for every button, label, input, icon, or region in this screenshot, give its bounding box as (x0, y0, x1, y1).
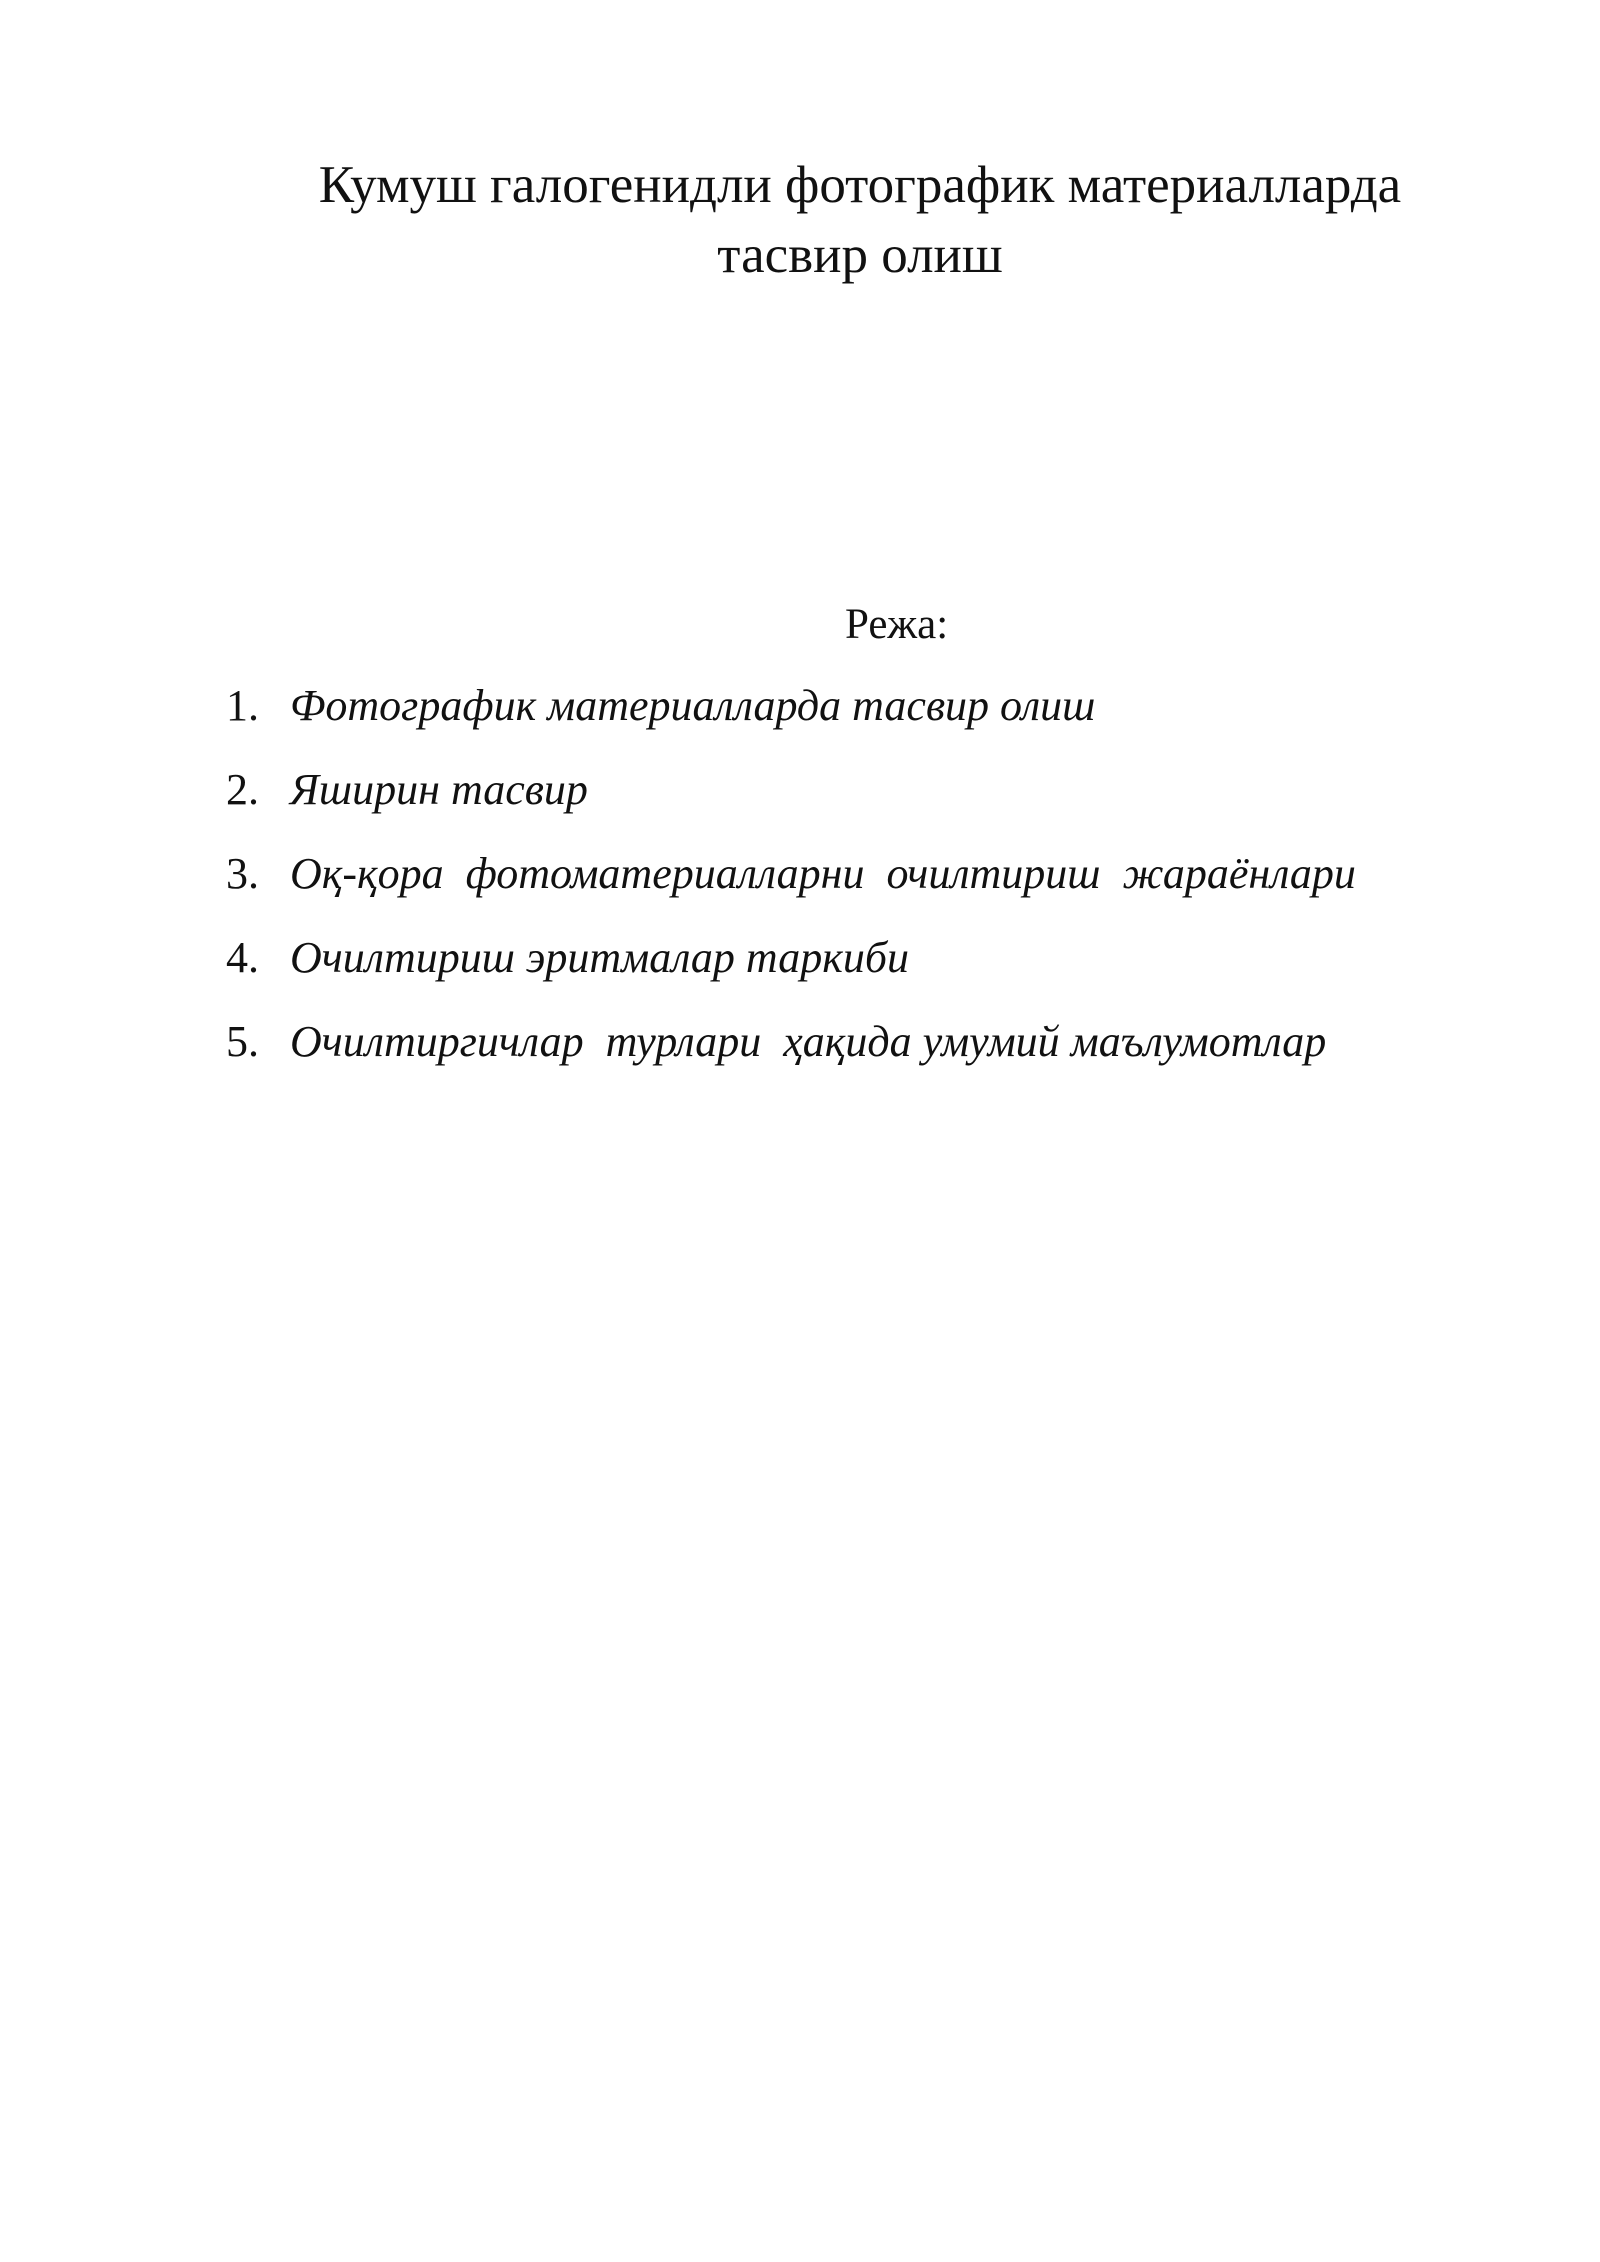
plan-item-text: Оқ-қора фотоматериалларни очилтириш жараёнлари (290, 849, 1356, 898)
title-line-2: тасвир олиш (717, 226, 1003, 284)
plan-item-text: Фотографик материалларда тасвир олиш (290, 681, 1096, 730)
plan-item-3 (226, 848, 1356, 932)
plan-heading: Режа: (845, 601, 949, 648)
plan-list (226, 680, 1356, 1100)
plan-item-number: 1. (226, 681, 259, 730)
plan-item-text: Очилтиргичлар турлари ҳақида умумий маълумотлар (290, 1017, 1327, 1066)
plan-item-number: 3. (226, 849, 259, 898)
plan-item-text: Яширин тасвир (290, 765, 588, 814)
title-line-1: Кумуш галогенидли фотографик материалларда (318, 156, 1402, 214)
plan-item-text: Очилтириш эритмалар таркиби (290, 933, 909, 982)
plan-item-number: 4. (226, 933, 259, 982)
plan-item-5 (226, 1016, 1356, 1100)
plan-item-1 (226, 680, 1356, 764)
plan-item-2 (226, 764, 1356, 848)
document-title (240, 150, 1480, 290)
plan-item-number: 2. (226, 765, 259, 814)
plan-item-number: 5. (226, 1017, 259, 1066)
plan-item-4 (226, 932, 1356, 1016)
